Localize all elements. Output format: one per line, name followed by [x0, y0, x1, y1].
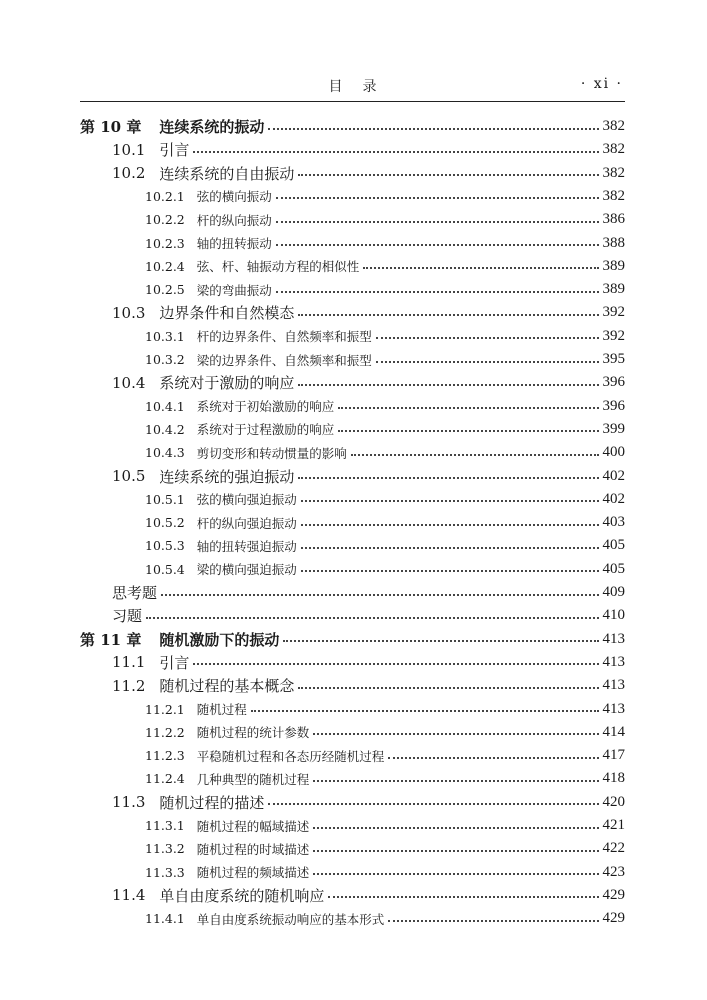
toc-entry-page: 389 — [602, 257, 625, 274]
toc-entry-number: 11.4.1 — [145, 911, 185, 927]
dot-leader — [298, 384, 598, 386]
dot-leader — [328, 896, 598, 898]
toc-entry-title: 随机过程的统计参数 — [196, 725, 310, 741]
dot-leader — [146, 617, 598, 619]
toc-entry-page: 413 — [602, 653, 625, 670]
dot-leader — [301, 570, 599, 572]
toc-entry-page: 395 — [602, 351, 625, 367]
toc-entry-number: 11.3.1 — [145, 818, 185, 833]
toc-entry-number: 10.5 — [112, 467, 146, 485]
toc-entry-page: 392 — [602, 327, 625, 344]
toc-entry-page: 388 — [602, 234, 625, 251]
toc-entry-number: 10.5.2 — [145, 515, 185, 531]
toc-entry-title: 弦的横向强迫振动 — [196, 492, 297, 508]
toc-entry — [145, 721, 625, 744]
toc-entry-page: 413 — [602, 700, 625, 717]
toc-entry-title: 连续系统的强迫振动 — [159, 467, 295, 486]
toc-entry-title: 单自由度系统的随机响应 — [159, 886, 325, 905]
toc-entry-title: 梁的弯曲振动 — [196, 282, 272, 298]
toc-entry-number: 10.4.1 — [145, 398, 185, 414]
toc-entry-title: 平稳随机过程和各态历经随机过程 — [196, 748, 385, 764]
toc-entry — [145, 744, 625, 767]
toc-entry-title: 系统对于初始激励的响应 — [196, 399, 335, 415]
dot-leader — [193, 151, 598, 153]
dot-leader — [338, 430, 598, 432]
toc-entry-number: 10.1 — [112, 140, 146, 159]
dot-leader — [313, 733, 598, 735]
dot-leader — [251, 710, 599, 712]
dot-leader — [301, 524, 599, 526]
dot-leader — [268, 128, 598, 130]
toc-entry-number: 11.3 — [112, 793, 146, 812]
toc-entry-title: 剪切变形和转动惯量的影响 — [196, 445, 347, 461]
toc-entry-title: 随机过程的时域描述 — [196, 841, 310, 857]
toc-entry-number: 10.3 — [112, 303, 146, 322]
toc-entry-page: 405 — [602, 537, 625, 554]
dot-leader — [376, 337, 599, 339]
dot-leader — [268, 803, 598, 805]
toc-entry-page: 386 — [602, 211, 625, 228]
toc-entry-page: 396 — [602, 397, 625, 414]
toc-entry-page: 429 — [602, 910, 625, 927]
toc-entry-title: 随机激励下的振动 — [159, 630, 280, 649]
toc-entry — [145, 185, 625, 208]
toc-entry-number: 10.3.1 — [145, 328, 185, 344]
toc-entry — [145, 418, 625, 441]
toc-entry-number: 10.2.1 — [145, 188, 185, 204]
toc-entry — [145, 395, 625, 418]
toc-entry — [112, 674, 625, 697]
toc-entry-page: 402 — [602, 490, 625, 507]
toc-entry — [112, 465, 625, 488]
toc-entry-page: 422 — [602, 840, 625, 857]
toc-entry — [145, 907, 625, 930]
toc-entry-page: 420 — [602, 793, 625, 810]
toc-entry-page: 429 — [602, 886, 625, 903]
dot-leader — [376, 361, 599, 363]
toc-entry-number: 11.2 — [112, 676, 146, 695]
toc-entry-page: 413 — [602, 630, 625, 647]
toc-entry-title: 随机过程的基本概念 — [159, 677, 295, 696]
toc-entry-title: 杆的纵向强迫振动 — [196, 515, 297, 531]
toc-entry-number: 11.3.2 — [145, 841, 185, 857]
dot-leader — [313, 873, 598, 875]
toc-entry-page: 418 — [602, 770, 625, 787]
toc-entry-title: 随机过程的描述 — [159, 793, 265, 812]
toc-entry — [80, 115, 625, 138]
toc-entry-number: 10.5.3 — [145, 538, 185, 554]
toc-entry-page: 389 — [602, 281, 625, 298]
toc-entry-number: 10.2 — [112, 164, 146, 183]
toc-entry-number: 第 11 章 — [80, 630, 142, 649]
toc-entry-number: 10.2.3 — [145, 235, 185, 251]
toc-entry-number: 10.2.5 — [145, 282, 185, 298]
toc-entry — [145, 814, 625, 837]
dot-leader — [301, 547, 599, 549]
toc-entry-page: 409 — [602, 584, 625, 600]
toc-entry — [112, 301, 625, 324]
toc-entry-number: 11.3.3 — [145, 864, 185, 880]
toc-entry — [145, 837, 625, 860]
toc-entry-title: 连续系统的自由振动 — [159, 164, 295, 183]
dot-leader — [298, 687, 598, 689]
toc-entry-number: 11.2.3 — [145, 748, 185, 764]
toc-entry-title: 梁的边界条件、自然频率和振型 — [196, 352, 372, 368]
header-rule — [80, 101, 625, 102]
toc-entry-title: 随机过程的频域描述 — [196, 865, 310, 881]
toc-entry-page: 392 — [602, 304, 625, 321]
toc-entry — [145, 348, 625, 371]
toc-entry-page: 402 — [602, 467, 625, 484]
dot-leader — [388, 920, 598, 922]
toc-entry — [145, 511, 625, 534]
toc-entry — [112, 138, 625, 161]
toc-entry-number: 10.4.2 — [145, 421, 185, 437]
dot-leader — [301, 500, 599, 502]
toc-entry-number: 11.2.1 — [145, 701, 185, 717]
dot-leader — [388, 757, 598, 759]
toc-entry-title: 弦、杆、轴振动方程的相似性 — [196, 259, 360, 275]
toc-entry — [145, 278, 625, 301]
toc-entry-title: 杆的纵向振动 — [196, 212, 272, 228]
toc-entry-page: 421 — [602, 817, 625, 833]
toc-entry — [145, 255, 625, 278]
toc-entry — [112, 581, 625, 604]
toc-entry-number: 10.2.4 — [145, 258, 185, 274]
toc-entry-title: 随机过程的幅域描述 — [196, 818, 310, 834]
toc-entry — [112, 162, 625, 185]
header-page-number: · xi · — [580, 76, 623, 92]
toc-entry — [145, 558, 625, 581]
toc-entry-number: 11.2.2 — [145, 724, 185, 740]
toc-entry-page: 382 — [602, 164, 625, 181]
toc-entry-page: 396 — [602, 374, 625, 391]
toc-entry-title: 习题 — [112, 607, 143, 626]
toc-entry — [112, 651, 625, 674]
toc-entry-title: 引言 — [159, 141, 190, 160]
toc-entry-page: 382 — [602, 118, 625, 134]
dot-leader — [363, 267, 598, 269]
toc-entry-page: 414 — [602, 723, 625, 740]
toc-entry-number: 10.3.2 — [145, 352, 185, 367]
dot-leader — [283, 640, 598, 642]
dot-leader — [276, 291, 599, 293]
toc-entry — [145, 534, 625, 557]
toc-entry-title: 系统对于激励的响应 — [159, 374, 295, 393]
toc-entry — [112, 371, 625, 394]
dot-leader — [161, 594, 598, 596]
toc-entry-title: 轴的扭转强迫振动 — [196, 538, 297, 554]
dot-leader — [298, 314, 598, 316]
toc-entry — [145, 325, 625, 348]
toc-entry-number: 11.2.4 — [145, 771, 185, 787]
toc-entry — [145, 488, 625, 511]
toc-entry-title: 连续系统的振动 — [159, 118, 265, 136]
dot-leader — [351, 454, 599, 456]
dot-leader — [193, 663, 598, 665]
toc-entry-title: 弦的横向振动 — [196, 189, 272, 205]
toc-entry-page: 399 — [602, 420, 625, 437]
toc-entry-page: 382 — [602, 141, 625, 158]
toc-entry-page: 413 — [602, 677, 625, 694]
dot-leader — [298, 174, 598, 176]
toc-entry-page: 423 — [602, 863, 625, 880]
dot-leader — [313, 780, 598, 782]
toc-entry-page: 410 — [602, 607, 625, 624]
toc-entry — [112, 604, 625, 627]
toc-entry-title: 随机过程 — [196, 702, 247, 717]
toc-entry-page: 382 — [602, 187, 625, 204]
toc-entry-number: 10.5.1 — [145, 491, 185, 507]
toc-entry — [145, 208, 625, 231]
toc-entry-number: 11.1 — [112, 653, 146, 672]
toc-entry-number: 10.4 — [112, 373, 146, 392]
toc-entry — [145, 767, 625, 790]
toc-entry-title: 引言 — [159, 653, 190, 672]
toc-entry-title: 杆的边界条件、自然频率和振型 — [196, 329, 372, 345]
toc-entry-title: 轴的扭转振动 — [196, 236, 272, 251]
toc-entry-title: 思考题 — [112, 584, 158, 602]
toc-entry-page: 417 — [602, 747, 625, 764]
dot-leader — [338, 407, 598, 409]
header-title: 目录 — [328, 79, 397, 95]
dot-leader — [313, 827, 598, 829]
toc-entry — [145, 698, 625, 721]
toc-entry-title: 几种典型的随机过程 — [196, 771, 310, 787]
toc-entry-number: 10.5.4 — [145, 561, 185, 577]
toc-entry-title: 系统对于过程激励的响应 — [196, 422, 335, 438]
running-header — [80, 76, 625, 98]
toc-entry — [145, 861, 625, 884]
dot-leader — [313, 850, 598, 852]
toc-entry — [80, 628, 625, 651]
toc-entry — [112, 791, 625, 814]
toc-entry — [112, 884, 625, 907]
toc-entry-page: 400 — [602, 444, 625, 461]
toc-entry-number: 11.4 — [112, 886, 146, 905]
toc-entry-number: 第 10 章 — [80, 118, 142, 136]
toc-entry-number: 10.2.2 — [145, 212, 185, 228]
toc-entry-title: 边界条件和自然模态 — [159, 304, 295, 323]
dot-leader — [276, 221, 599, 223]
toc-entry-page: 405 — [602, 560, 625, 577]
toc-entry-title: 单自由度系统振动响应的基本形式 — [196, 911, 385, 927]
dot-leader — [276, 197, 599, 199]
dot-leader — [298, 477, 598, 479]
dot-leader — [276, 244, 599, 246]
toc-entry-page: 403 — [602, 514, 625, 531]
toc-entry-title: 梁的横向强迫振动 — [196, 562, 297, 578]
toc-entry — [145, 232, 625, 255]
toc-entry-number: 10.4.3 — [145, 445, 185, 461]
toc-entry — [145, 441, 625, 464]
